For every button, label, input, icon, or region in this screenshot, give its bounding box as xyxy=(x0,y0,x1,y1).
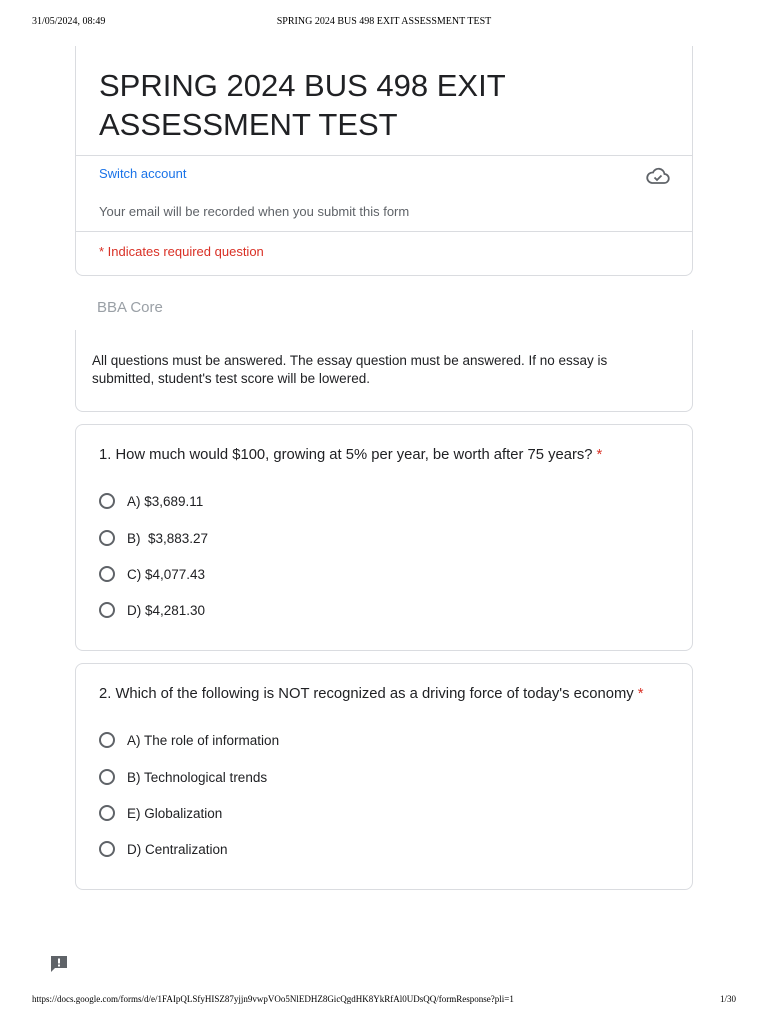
question-card-1 xyxy=(75,424,693,651)
required-asterisk: * xyxy=(596,447,603,463)
email-note: Your email will be recorded when you submit this form xyxy=(99,204,410,219)
radio-option[interactable] xyxy=(99,728,279,752)
radio-option[interactable] xyxy=(99,489,203,513)
radio-button[interactable] xyxy=(99,530,115,546)
radio-option[interactable] xyxy=(99,562,205,586)
radio-option[interactable] xyxy=(99,765,267,789)
required-asterisk: * xyxy=(637,686,644,702)
option-label: D) Centralization xyxy=(127,841,228,857)
option-label: D) $4,281.30 xyxy=(127,602,206,618)
page-url: https://docs.google.com/forms/d/e/1FAIpQLSfyHISZ87yjjn9vwpVOo5NlEDHZ8GicQgdHK8YkRfAl0UDsQQ/formResponse?pli=1 xyxy=(32,994,514,1004)
radio-option[interactable] xyxy=(99,526,208,550)
radio-button[interactable] xyxy=(99,732,115,748)
option-label: B) Technological trends xyxy=(127,769,268,785)
form-header-card xyxy=(75,46,693,276)
print-footer xyxy=(32,994,736,1008)
print-header xyxy=(32,16,736,30)
radio-button[interactable] xyxy=(99,769,115,785)
page-number: 1/30 xyxy=(719,994,736,1004)
radio-button[interactable] xyxy=(99,566,115,582)
divider xyxy=(76,155,692,156)
question-text xyxy=(99,447,602,463)
radio-button[interactable] xyxy=(99,841,115,857)
print-date: 31/05/2024, 08:49 xyxy=(32,16,106,27)
question-text xyxy=(99,686,643,702)
radio-button[interactable] xyxy=(99,805,115,821)
print-title: SPRING 2024 BUS 498 EXIT ASSESSMENT TEST xyxy=(276,16,492,27)
divider xyxy=(76,231,692,232)
feedback-icon[interactable] xyxy=(49,954,69,974)
option-label: A) The role of information xyxy=(127,732,280,748)
radio-option[interactable] xyxy=(99,837,228,861)
question-card-2 xyxy=(75,663,693,890)
radio-button[interactable] xyxy=(99,602,115,618)
option-label: C) $4,077.43 xyxy=(127,566,206,582)
option-label: B) $3,883.27 xyxy=(127,530,209,546)
radio-option[interactable] xyxy=(99,598,205,622)
radio-option[interactable] xyxy=(99,801,222,825)
option-label: A) $3,689.11 xyxy=(127,493,204,509)
form-title: SPRING 2024 BUS 498 EXIT ASSESSMENT TEST xyxy=(99,68,506,142)
section-title: BBA Core xyxy=(97,299,163,316)
section-description-card xyxy=(75,330,693,412)
required-note: * Indicates required question xyxy=(99,244,264,259)
option-label: E) Globalization xyxy=(127,805,223,821)
question-title: 1. How much would $100, growing at 5% per year, be worth after 75 years? xyxy=(99,447,593,463)
radio-button[interactable] xyxy=(99,493,115,509)
section-description: All questions must be answered. The essay question must be answered. If no essay is submitted, student's test score will be lowered. xyxy=(92,353,608,386)
cloud-check-icon xyxy=(646,167,670,185)
question-title: 2. Which of the following is NOT recognized as a driving force of today's economy xyxy=(99,686,634,702)
switch-account-link[interactable]: Switch account xyxy=(99,166,187,181)
